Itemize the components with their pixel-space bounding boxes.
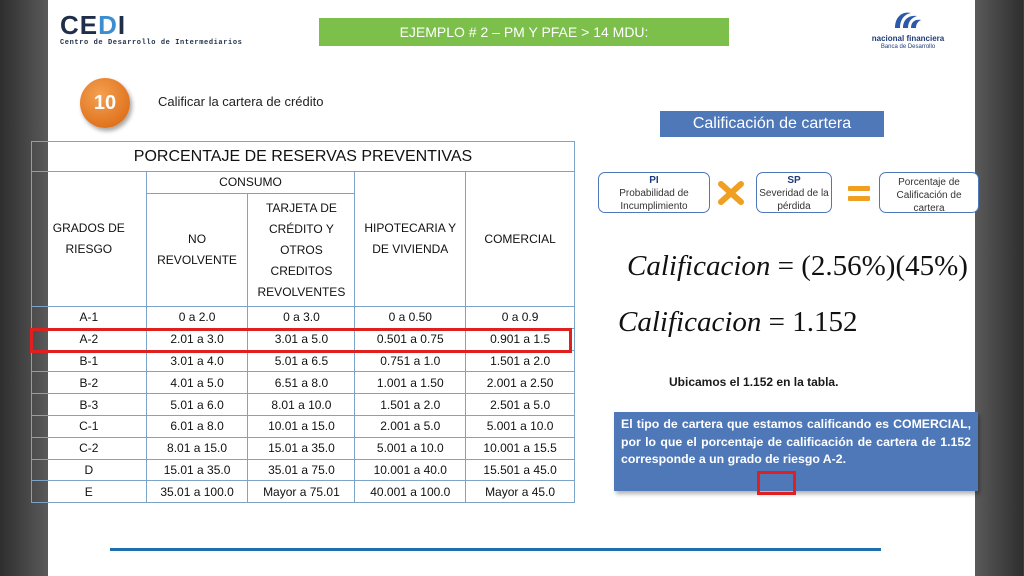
range-cell: 2.01 a 3.0 [146,328,248,350]
table-body [32,307,575,503]
range-cell: 1.001 a 1.50 [355,372,466,394]
range-cell: 15.01 a 35.0 [146,459,248,481]
risk-grade-cell: B-2 [32,372,147,394]
risk-grade-cell: C-1 [32,415,147,437]
reserves-table-container [31,141,575,503]
table-row [32,372,575,394]
range-cell: 0.501 a 0.75 [355,328,466,350]
range-cell: 40.001 a 100.0 [355,481,466,503]
range-cell: Mayor a 75.01 [248,481,355,503]
footer-divider [110,548,881,551]
result-description: Porcentaje de Calificación de cartera [896,177,962,214]
range-cell: 2.501 a 5.0 [466,394,575,416]
equation-result-lhs: Calificacion [618,306,762,338]
equation-product-rhs: (2.56%)(45%) [801,250,968,282]
nafin-emblem-icon [891,8,925,34]
nafin-tagline: Banca de Desarrollo [880,44,936,50]
range-cell: 35.01 a 75.0 [248,459,355,481]
header-no-revolvente: NO REVOLVENTE [146,194,248,307]
table-row [32,307,575,329]
sp-box [756,172,832,213]
range-cell: 5.001 a 10.0 [355,437,466,459]
equation-result-rhs: 1.152 [792,306,858,338]
range-cell: 10.01 a 15.0 [248,415,355,437]
locate-instruction: Ubicamos el 1.152 en la tabla. [669,375,839,389]
header-grados: GRADOS DE RIESGO [32,172,147,307]
risk-grade-cell: A-2 [32,328,147,350]
cedi-logo-subtitle: Centro de Desarrollo de Intermediarios [60,39,243,47]
range-cell: 5.01 a 6.5 [248,350,355,372]
range-cell: 6.51 a 8.0 [248,372,355,394]
explanation-note: El tipo de cartera que estamos calificando es COMERCIAL, por lo que el porcentaje de calificación de cartera de 1.152 corresponde a un grado de riesgo A-2. [614,412,978,491]
range-cell: 2.001 a 5.0 [355,415,466,437]
risk-grade-cell: E [32,481,147,503]
range-cell: 0 a 2.0 [146,307,248,329]
range-cell: 1.501 a 2.0 [466,350,575,372]
range-cell: 0 a 3.0 [248,307,355,329]
range-cell: 10.001 a 40.0 [355,459,466,481]
equation-product-lhs: Calificacion [627,250,771,282]
range-cell: 5.01 a 6.0 [146,394,248,416]
table-row [32,350,575,372]
equation-result [618,306,857,339]
equation-result-equals: = [768,306,793,338]
cedi-logo [60,12,242,47]
range-cell: 8.01 a 15.0 [146,437,248,459]
nafin-logo [858,8,958,51]
cedi-logo-mark: CEDI [60,10,127,40]
range-cell: 15.01 a 35.0 [248,437,355,459]
equation-product [627,250,968,283]
range-cell: 5.001 a 10.0 [466,415,575,437]
range-cell: 6.01 a 8.0 [146,415,248,437]
result-box [879,172,979,213]
range-cell: 3.01 a 4.0 [146,350,248,372]
multiply-icon [718,181,744,205]
range-cell: 0.751 a 1.0 [355,350,466,372]
range-cell: 8.01 a 10.0 [248,394,355,416]
risk-grade-cell: B-1 [32,350,147,372]
example-banner: EJEMPLO # 2 – PM Y PFAE > 14 MDU: [319,18,729,46]
table-row [32,437,575,459]
table-title: PORCENTAJE DE RESERVAS PREVENTIVAS [32,142,575,172]
pi-title: PI [649,175,659,186]
step-instruction: Calificar la cartera de crédito [158,94,324,109]
header-hipotecaria: HIPOTECARIA Y DE VIVIENDA [355,172,466,307]
pi-box [598,172,710,213]
risk-grade-cell: D [32,459,147,481]
step-number-badge: 10 [80,78,130,128]
risk-grade-cell: B-3 [32,394,147,416]
range-cell: 0 a 0.50 [355,307,466,329]
range-cell: 35.01 a 100.0 [146,481,248,503]
table-row [32,459,575,481]
range-cell: Mayor a 45.0 [466,481,575,503]
nafin-name: nacional financiera [871,34,945,43]
right-frame-strip [975,0,1023,576]
table-row [32,415,575,437]
range-cell: 3.01 a 5.0 [248,328,355,350]
pi-description: Probabilidad de Incumplimiento [619,188,689,212]
range-cell: 10.001 a 15.5 [466,437,575,459]
sp-description: Severidad de la pérdida [759,188,829,212]
header-comercial: COMERCIAL [466,172,575,307]
header-tarjeta: TARJETA DE CRÉDITO Y OTROS CREDITOS REVOLVENTES [248,194,355,307]
header-consumo: CONSUMO [146,172,355,194]
risk-grade-cell: A-1 [32,307,147,329]
table-row [32,394,575,416]
range-cell: 2.001 a 2.50 [466,372,575,394]
table-row [32,481,575,503]
range-cell: 15.501 a 45.0 [466,459,575,481]
risk-grade-cell: C-2 [32,437,147,459]
reserves-table [31,141,575,503]
calificacion-banner: Calificación de cartera [660,111,884,137]
range-cell: 0 a 0.9 [466,307,575,329]
equation-product-equals: = [777,250,802,282]
range-cell: 4.01 a 5.0 [146,372,248,394]
equals-icon [847,184,871,204]
table-row [32,328,575,350]
sp-title: SP [787,175,801,186]
range-cell: 0.901 a 1.5 [466,328,575,350]
range-cell: 1.501 a 2.0 [355,394,466,416]
